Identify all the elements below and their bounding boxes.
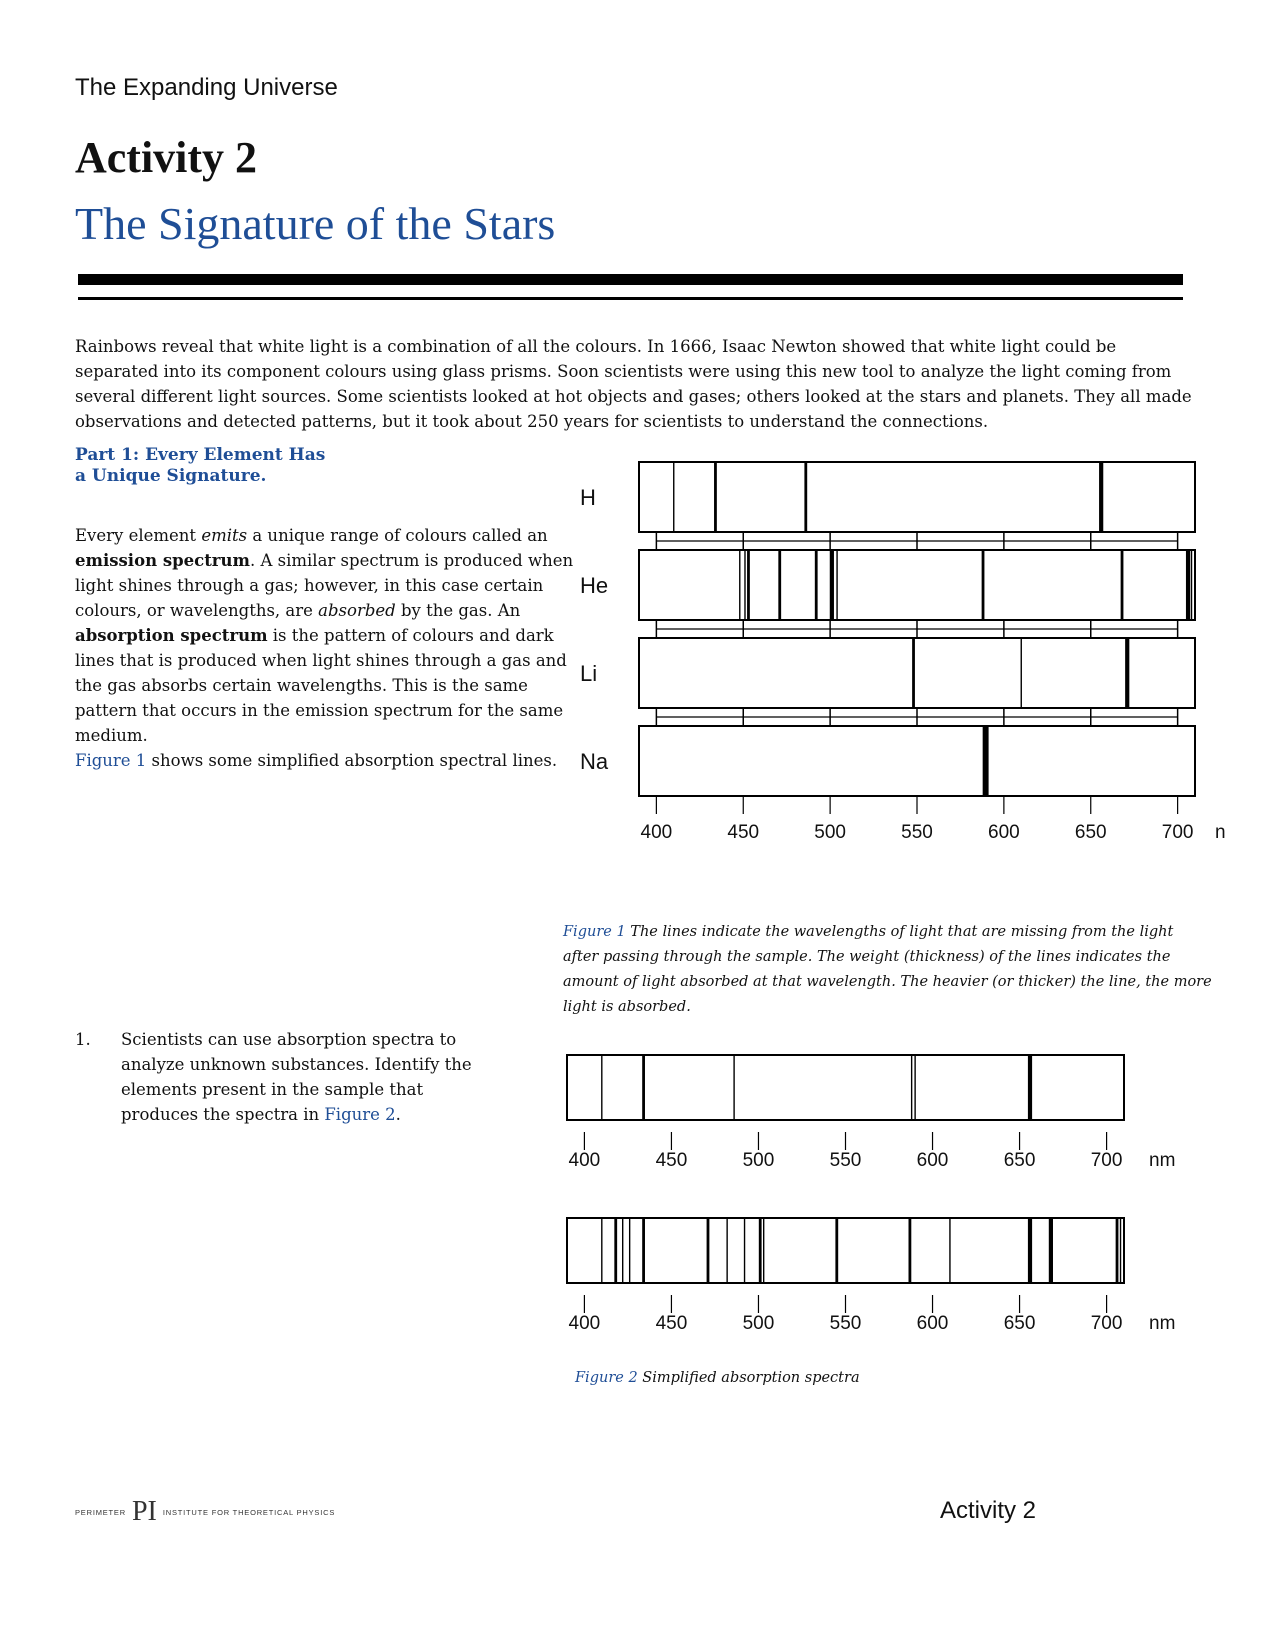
tick-label: 700 [1090,1150,1123,1171]
element-label: Li [580,661,598,686]
figure1-spectra [560,448,1226,848]
body-text: is the pattern of colours and dark lines that is produced when light shines through a gas and the gas absorbs certain wavelengths. This is the same pattern that occurs in the emission spectrum for the same medium. [75,626,567,745]
tick-label: 650 [1003,1150,1036,1171]
tick-label: 600 [988,822,1020,843]
footer-page-label: Activity 2 [940,1497,1037,1524]
title-rule-thin [78,297,1183,300]
tick-label: 700 [1161,822,1194,843]
title-rule-thick [78,274,1183,285]
activity-subtitle: The Signature of the Stars [75,198,556,249]
axis-unit-label: nm [1149,1313,1176,1334]
question-end: . [395,1105,401,1124]
document-header: The Expanding Universe [75,74,338,101]
tick-label: 450 [655,1150,688,1171]
part1-heading-line1: Part 1: Every Element Has [75,445,326,465]
question-number: 1. [75,1030,91,1049]
figure1-link[interactable]: Figure 1 [75,751,147,770]
element-label: He [580,573,609,598]
term-emission-spectrum: emission spectrum [75,551,250,570]
logo-pi-mark: PI [131,1496,157,1527]
tick-label: 400 [568,1150,601,1171]
logo-left-text: PERIMETER [75,1507,126,1517]
tick-label: 600 [916,1150,949,1171]
figure1-caption-label: Figure 1 [563,924,626,940]
tick-label: 550 [901,822,933,843]
emphasis-absorbed: absorbed [318,601,396,620]
tick-label: 700 [1090,1313,1123,1334]
axis-unit-label: nm [1149,1150,1176,1171]
body-text: shows some simplified absorption spectral lines. [146,751,558,770]
tick-label: 400 [568,1313,601,1334]
activity-title: Activity 2 [75,133,258,182]
element-label: H [580,485,596,510]
body-text: by the gas. An [395,601,521,620]
perimeter-logo [75,1497,335,1527]
tick-label: 450 [727,822,760,843]
axis-unit-label: n [1215,822,1226,843]
element-label: Na [580,749,609,774]
part1-body [75,523,580,773]
spectrum-box [639,462,1195,532]
tick-label: 550 [829,1150,862,1171]
part1-heading [75,445,375,487]
emphasis-emits: emits [201,526,248,545]
figure1-caption [563,920,1213,1020]
question-text [121,1027,491,1127]
tick-label: 450 [655,1313,688,1334]
body-text: Every element [75,526,202,545]
figure2-caption-text: Simplified absorption spectra [637,1370,860,1386]
body-text: . A similar spectrum is produced when light shines through a gas; however, in this case certain colours, or wavelengths, are [75,551,574,620]
figure2-caption-label: Figure 2 [575,1370,638,1386]
spectrum-box [639,638,1195,708]
spectrum-box [567,1055,1124,1120]
spectrum-box [567,1218,1124,1283]
tick-label: 500 [742,1150,775,1171]
figure2-caption [575,1370,860,1386]
tick-label: 600 [916,1313,949,1334]
part1-heading-line2: a Unique Signature. [75,466,267,486]
tick-label: 400 [640,822,673,843]
tick-label: 500 [742,1313,775,1334]
tick-label: 550 [829,1313,862,1334]
figure2-link[interactable]: Figure 2 [324,1105,396,1124]
figure1-caption-text: The lines indicate the wavelengths of light that are missing from the light after passing through the sample. The weight (thickness) of the lines indicates the amount of light absorbed at that wavelength. The heavier (or thicker) the line, the more light is absorbed. [563,924,1212,1015]
term-absorption-spectrum: absorption spectrum [75,626,268,645]
tick-label: 500 [814,822,846,843]
body-text: a unique range of colours called an [247,526,548,545]
figure2-spectrum-bottom [555,1208,1195,1334]
tick-label: 650 [1074,822,1107,843]
spectrum-box [639,726,1195,796]
figure2-spectrum-top [555,1045,1195,1171]
question-body: Scientists can use absorption spectra to analyze unknown substances. Identify the elements present in the sample that produces the spectra in [121,1030,472,1124]
spectrum-box [639,550,1195,620]
logo-right-text: INSTITUTE FOR THEORETICAL PHYSICS [162,1507,336,1517]
intro-paragraph: Rainbows reveal that white light is a combination of all the colours. In 1666, Isaac Newton showed that white light could be separated into its component colours using glass prisms. Soon scientists were using this new tool to analyze the light coming from several different light sources. Some scientists looked at hot objects and gases; others looked at the stars and planets. They all made observations and detected patterns, but it took about 250 years for scientists to understand the connections. [75,337,1192,431]
tick-label: 650 [1003,1313,1036,1334]
